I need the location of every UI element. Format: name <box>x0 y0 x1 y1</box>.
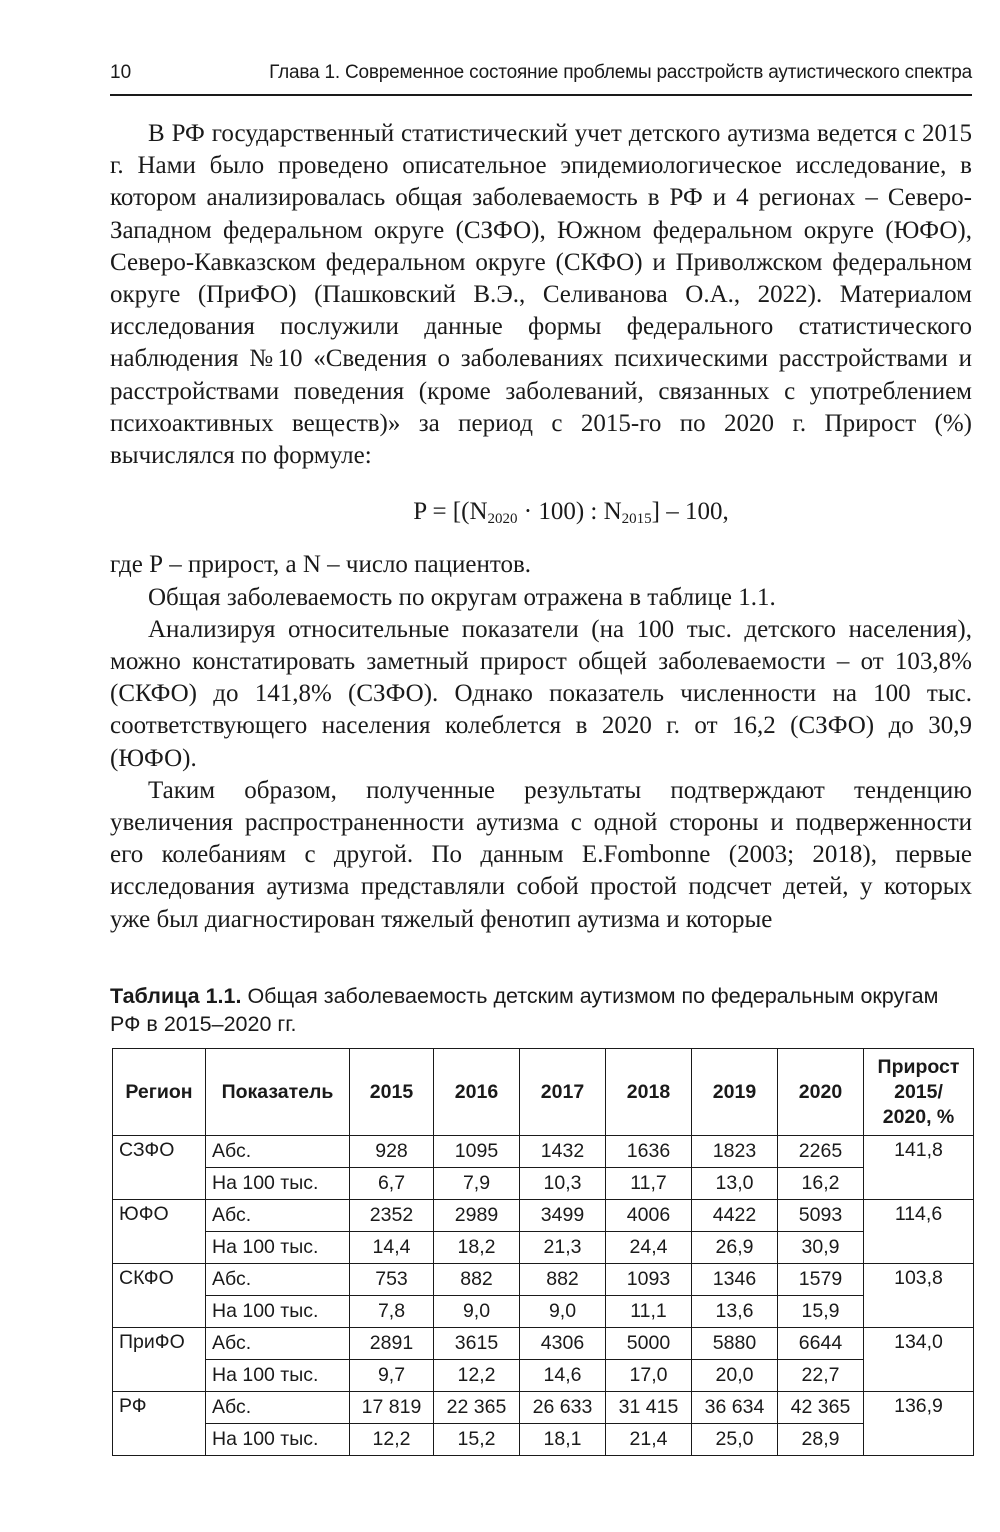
table-caption-text: Общая заболеваемость детским аутизмом по федеральным округам РФ в 2015–2020 гг. <box>110 984 939 1036</box>
growth-cell: 114,6 <box>864 1200 974 1264</box>
indicator-cell: На 100 тыс. <box>206 1360 350 1392</box>
value-cell: 1636 <box>606 1136 692 1168</box>
value-cell: 2352 <box>350 1200 434 1232</box>
table-row <box>113 1424 974 1456</box>
value-cell: 18,1 <box>520 1424 606 1456</box>
value-cell: 6644 <box>778 1328 864 1360</box>
paragraph-3: Общая заболеваемость по округам отражена в таблице 1.1. <box>148 583 776 611</box>
value-cell: 753 <box>350 1264 434 1296</box>
value-cell: 5093 <box>778 1200 864 1232</box>
paragraph-2: где Р – прирост, а N – число пациентов. <box>110 551 532 579</box>
paragraph-5: Таким образом, полученные результаты подтверждают тенденцию увеличения распространенности аутизма с одной стороны и подверженности его колебаниям с другой. По данным E.Fombonne (2003; 2018), первые исследования аутизма представляли собой простой подсчет детей, у которых уже был диагностирован тяжелый фенотип аутизма и которые <box>110 776 972 933</box>
header-region: Регион <box>113 1049 206 1136</box>
header-growth-line-2: 2015/ <box>894 1080 943 1103</box>
header-growth-line-1: Прирост <box>877 1055 960 1078</box>
value-cell: 15,2 <box>434 1424 520 1456</box>
value-cell: 1095 <box>434 1136 520 1168</box>
value-cell: 28,9 <box>778 1424 864 1456</box>
value-cell: 9,0 <box>434 1296 520 1328</box>
table-row <box>113 1264 974 1296</box>
formula-part-2: · 100) : N <box>517 498 622 526</box>
header-growth-line-3: 2020, % <box>882 1105 955 1128</box>
value-cell: 16,2 <box>778 1168 864 1200</box>
value-cell: 21,4 <box>606 1424 692 1456</box>
growth-cell: 103,8 <box>864 1264 974 1328</box>
formula-part-1: P = [(N <box>413 498 488 526</box>
indicator-cell: Абс. <box>206 1328 350 1360</box>
value-cell: 882 <box>520 1264 606 1296</box>
value-cell: 7,9 <box>434 1168 520 1200</box>
indicator-cell: Абс. <box>206 1264 350 1296</box>
paragraph-1: В РФ государственный статистический учет детского аутизма ведется с 2015 г. Нами было проведено описательное эпидемиологическое исследование, в котором анализировалась общая заболеваемость в РФ и 4 регионах – Северо-Западном федеральном округе (СЗФО), Южном федеральном округе (ЮФО), Северо-Кавказском федеральном округе (СКФО) и Приволжском федеральном округе (ПриФО) (Пашковский В.Э., Селиванова О.А., 2022). Материалом исследования послужили данные формы федерального статистического наблюдения №10 «Сведения о заболеваниях психическими расстройствами и расстройствами поведения (кроме заболеваний, связанных с употреблением психоактивных веществ)» за период с 2015-го по 2020 г. Прирост (%) вычислялся по формуле: <box>110 120 972 470</box>
region-cell: СЗФО <box>113 1136 206 1200</box>
value-cell: 26 633 <box>520 1392 606 1424</box>
indicator-cell: На 100 тыс. <box>206 1424 350 1456</box>
value-cell: 1346 <box>692 1264 778 1296</box>
value-cell: 22 365 <box>434 1392 520 1424</box>
value-cell: 2265 <box>778 1136 864 1168</box>
formula-sub-2015: 2015 <box>621 511 652 528</box>
indicator-cell: Абс. <box>206 1392 350 1424</box>
value-cell: 42 365 <box>778 1392 864 1424</box>
header-2019: 2019 <box>692 1049 778 1136</box>
growth-cell: 134,0 <box>864 1328 974 1392</box>
indicator-cell: Абс. <box>206 1136 350 1168</box>
value-cell: 5000 <box>606 1328 692 1360</box>
value-cell: 9,7 <box>350 1360 434 1392</box>
header-2018: 2018 <box>606 1049 692 1136</box>
table-row <box>113 1136 974 1168</box>
growth-formula <box>110 496 972 535</box>
indicator-cell: Абс. <box>206 1200 350 1232</box>
header-2020: 2020 <box>778 1049 864 1136</box>
table-body <box>113 1136 974 1456</box>
value-cell: 12,2 <box>434 1360 520 1392</box>
value-cell: 10,3 <box>520 1168 606 1200</box>
value-cell: 2891 <box>350 1328 434 1360</box>
value-cell: 4306 <box>520 1328 606 1360</box>
value-cell: 5880 <box>692 1328 778 1360</box>
value-cell: 18,2 <box>434 1232 520 1264</box>
indicator-cell: На 100 тыс. <box>206 1296 350 1328</box>
value-cell: 1432 <box>520 1136 606 1168</box>
value-cell: 14,4 <box>350 1232 434 1264</box>
value-cell: 6,7 <box>350 1168 434 1200</box>
table-row <box>113 1360 974 1392</box>
table-row <box>113 1200 974 1232</box>
header-indicator: Показатель <box>206 1049 350 1136</box>
paragraph-4: Анализируя относительные показатели (на 100 тыс. детского населения), можно констатировать заметный прирост общей заболеваемости – от 103,8% (СКФО) до 141,8% (СЗФО). Однако показатель численности на 100 тыс. соответствующего населения колеблется в 2020 г. от 16,2 (СЗФО) до 30,9 (ЮФО). <box>110 615 972 772</box>
growth-cell: 136,9 <box>864 1392 974 1456</box>
table-row <box>113 1232 974 1264</box>
growth-cell: 141,8 <box>864 1136 974 1200</box>
value-cell: 15,9 <box>778 1296 864 1328</box>
region-cell: РФ <box>113 1392 206 1456</box>
value-cell: 928 <box>350 1136 434 1168</box>
value-cell: 17,0 <box>606 1360 692 1392</box>
value-cell: 11,1 <box>606 1296 692 1328</box>
header-2015: 2015 <box>350 1049 434 1136</box>
incidence-table <box>112 1048 974 1456</box>
value-cell: 882 <box>434 1264 520 1296</box>
value-cell: 12,2 <box>350 1424 434 1456</box>
value-cell: 17 819 <box>350 1392 434 1424</box>
value-cell: 1093 <box>606 1264 692 1296</box>
value-cell: 1579 <box>778 1264 864 1296</box>
value-cell: 4006 <box>606 1200 692 1232</box>
header-2017: 2017 <box>520 1049 606 1136</box>
value-cell: 2989 <box>434 1200 520 1232</box>
body-text <box>110 118 972 936</box>
header-growth <box>864 1049 974 1136</box>
region-cell: ЮФО <box>113 1200 206 1264</box>
region-cell: СКФО <box>113 1264 206 1328</box>
value-cell: 4422 <box>692 1200 778 1232</box>
value-cell: 24,4 <box>606 1232 692 1264</box>
value-cell: 31 415 <box>606 1392 692 1424</box>
formula-part-3: ] – 100, <box>651 498 729 526</box>
table-row <box>113 1296 974 1328</box>
value-cell: 25,0 <box>692 1424 778 1456</box>
table-row <box>113 1168 974 1200</box>
value-cell: 20,0 <box>692 1360 778 1392</box>
value-cell: 3499 <box>520 1200 606 1232</box>
value-cell: 13,0 <box>692 1168 778 1200</box>
table-header-row <box>113 1049 974 1136</box>
value-cell: 11,7 <box>606 1168 692 1200</box>
table-caption <box>110 982 972 1038</box>
value-cell: 13,6 <box>692 1296 778 1328</box>
indicator-cell: На 100 тыс. <box>206 1168 350 1200</box>
value-cell: 9,0 <box>520 1296 606 1328</box>
table-row <box>113 1328 974 1360</box>
running-header <box>110 60 972 96</box>
region-cell: ПриФО <box>113 1328 206 1392</box>
indicator-cell: На 100 тыс. <box>206 1232 350 1264</box>
value-cell: 30,9 <box>778 1232 864 1264</box>
value-cell: 1823 <box>692 1136 778 1168</box>
table-row <box>113 1392 974 1424</box>
value-cell: 7,8 <box>350 1296 434 1328</box>
page-number: 10 <box>110 62 132 83</box>
chapter-title: Глава 1. Современное состояние проблемы расстройств аутистического спектра <box>269 62 972 83</box>
table-caption-label: Таблица 1.1. <box>110 984 242 1008</box>
value-cell: 22,7 <box>778 1360 864 1392</box>
value-cell: 36 634 <box>692 1392 778 1424</box>
value-cell: 14,6 <box>520 1360 606 1392</box>
value-cell: 21,3 <box>520 1232 606 1264</box>
value-cell: 3615 <box>434 1328 520 1360</box>
header-2016: 2016 <box>434 1049 520 1136</box>
formula-sub-2020: 2020 <box>487 511 518 528</box>
value-cell: 26,9 <box>692 1232 778 1264</box>
